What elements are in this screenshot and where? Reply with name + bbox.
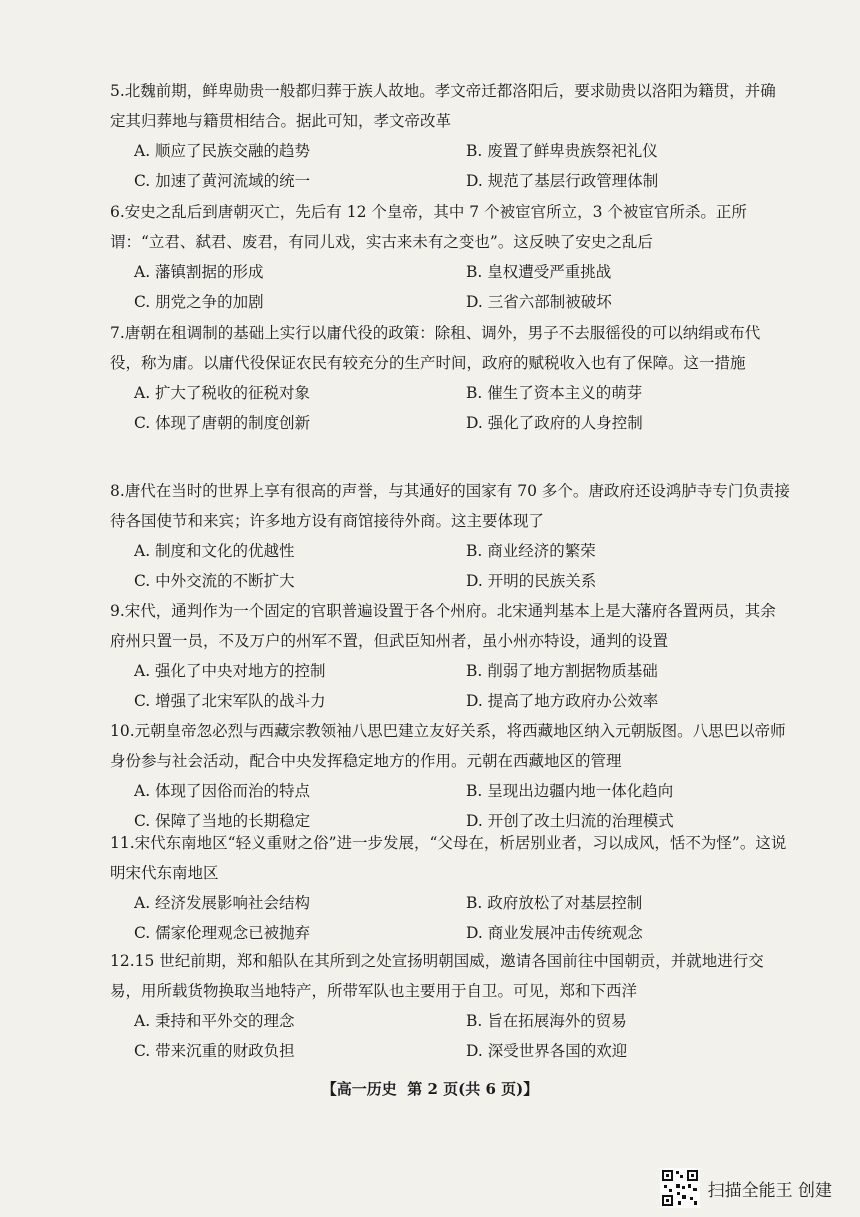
options-row: [110, 656, 790, 686]
option-b: B. 旨在拓展海外的贸易: [466, 1012, 627, 1030]
options-row: [110, 378, 790, 408]
options-row: [110, 686, 790, 716]
options-row: [110, 1006, 790, 1036]
question-stem: 11.宋代东南地区“轻义重财之俗”进一步发展，“父母在，析居别业者，习以成风，恬不为怪”。这说明宋代东南地区: [110, 834, 787, 882]
option-d: D. 强化了政府的人身控制: [466, 414, 643, 432]
options-row: [110, 566, 790, 596]
question-stem: 6.安史之乱后到唐朝灭亡，先后有 12 个皇帝，其中 7 个被宦官所立，3 个被宦官所杀。正所谓：“立君、弑君、废君，有同儿戏，实古来未有之变也”。这反映了安史之乱后: [110, 203, 747, 251]
footer-subject: 【高一历史: [321, 1080, 397, 1098]
option-c: C. 保障了当地的长期稳定: [134, 812, 311, 830]
question-5: [110, 76, 790, 196]
option-c: C. 中外交流的不断扩大: [134, 572, 295, 590]
options-row: [110, 776, 790, 806]
options-row: [110, 408, 790, 438]
option-d: D. 开明的民族关系: [466, 572, 597, 590]
question-9: [110, 596, 790, 716]
question-10: [110, 716, 790, 836]
option-c: C. 增强了北宋军队的战斗力: [134, 692, 326, 710]
options-row: [110, 536, 790, 566]
question-stem: 8.唐代在当时的世界上享有很高的声誉，与其通好的国家有 70 多个。唐政府还设鸿胪寺专门负责接待各国使节和来宾；许多地方设有商馆接待外商。这主要体现了: [110, 482, 790, 530]
option-a: A. 藩镇割据的形成: [134, 263, 264, 281]
question-8: [110, 476, 790, 596]
question-6: [110, 197, 790, 317]
option-d: D. 规范了基层行政管理体制: [466, 172, 659, 190]
option-c: C. 体现了唐朝的制度创新: [134, 414, 311, 432]
option-b: B. 政府放松了对基层控制: [466, 894, 643, 912]
page-footer: [0, 1078, 860, 1099]
question-stem: 5.北魏前期，鲜卑勋贵一般都归葬于族人故地。孝文帝迁都洛阳后，要求勋贵以洛阳为籍贯，并确定其归葬地与籍贯相结合。据此可知，孝文帝改革: [110, 82, 776, 130]
option-d: D. 三省六部制被破坏: [466, 293, 612, 311]
options-row: [110, 1036, 790, 1066]
footer-page-number: 第 2 页(共 6 页)】: [407, 1080, 539, 1098]
option-b: B. 商业经济的繁荣: [466, 542, 596, 560]
option-a: A. 顺应了民族交融的趋势: [134, 142, 311, 160]
options-row: [110, 287, 790, 317]
question-11: [110, 828, 790, 948]
option-b: B. 废置了鲜卑贵族祭祀礼仪: [466, 142, 658, 160]
option-a: A. 制度和文化的优越性: [134, 542, 295, 560]
question-7: [110, 318, 790, 438]
scanner-label: 扫描全能王 创建: [707, 1180, 832, 1201]
option-b: B. 皇权遭受严重挑战: [466, 263, 612, 281]
option-c: C. 儒家伦理观念已被抛弃: [134, 924, 311, 942]
option-d: D. 深受世界各国的欢迎: [466, 1042, 628, 1060]
option-d: D. 开创了改土归流的治理模式: [466, 812, 674, 830]
scanner-watermark: [660, 1168, 832, 1208]
option-b: B. 催生了资本主义的萌芽: [466, 384, 643, 402]
option-c: C. 加速了黄河流域的统一: [134, 172, 311, 190]
option-b: B. 削弱了地方割据物质基础: [466, 662, 658, 680]
options-row: [110, 136, 790, 166]
qr-code-icon: [660, 1168, 700, 1208]
options-row: [110, 888, 790, 918]
option-d: D. 商业发展冲击传统观念: [466, 924, 643, 942]
option-a: A. 秉持和平外交的理念: [134, 1012, 295, 1030]
options-row: [110, 918, 790, 948]
option-a: A. 强化了中央对地方的控制: [134, 662, 326, 680]
option-b: B. 呈现出边疆内地一体化趋向: [466, 782, 674, 800]
question-stem: 10.元朝皇帝忽必烈与西藏宗教领袖八思巴建立友好关系，将西藏地区纳入元朝版图。八思巴以帝师身份参与社会活动，配合中央发挥稳定地方的作用。元朝在西藏地区的管理: [110, 722, 786, 770]
option-c: C. 带来沉重的财政负担: [134, 1042, 295, 1060]
question-stem: 7.唐朝在租调制的基础上实行以庸代役的政策：除租、调外，男子不去服徭役的可以纳绢或布代役，称为庸。以庸代役保证农民有较充分的生产时间，政府的赋税收入也有了保障。这一措施: [110, 324, 761, 372]
option-d: D. 提高了地方政府办公效率: [466, 692, 659, 710]
option-a: A. 经济发展影响社会结构: [134, 894, 311, 912]
option-a: A. 体现了因俗而治的特点: [134, 782, 311, 800]
options-row: [110, 257, 790, 287]
options-row: [110, 166, 790, 196]
option-c: C. 朋党之争的加剧: [134, 293, 264, 311]
option-a: A. 扩大了税收的征税对象: [134, 384, 311, 402]
question-12: [110, 946, 790, 1066]
question-stem: 9.宋代，通判作为一个固定的官职普遍设置于各个州府。北宋通判基本上是大藩府各置两员，其余府州只置一员，不及万户的州军不置，但武臣知州者，虽小州亦特设，通判的设置: [110, 602, 776, 650]
question-stem: 12.15 世纪前期，郑和船队在其所到之处宣扬明朝国威，邀请各国前往中国朝贡，并就地进行交易，用所载货物换取当地特产，所带军队也主要用于自卫。可见，郑和下西洋: [110, 952, 764, 1000]
